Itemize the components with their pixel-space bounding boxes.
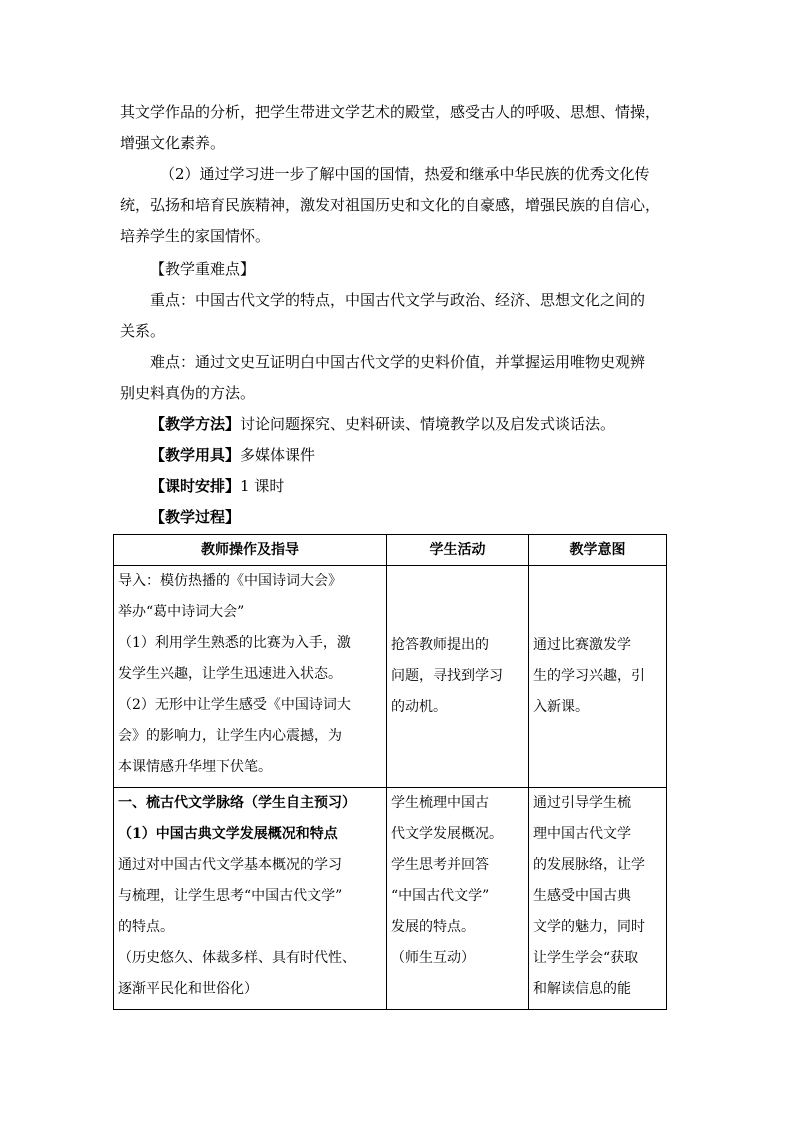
cell-line: 通过比赛激发学	[533, 637, 631, 653]
cell-line: 举办“葛中诗词大会”	[118, 604, 245, 620]
cell-line: 通过引导学生梳	[533, 795, 631, 811]
cell-line: 与梳理，让学生思考“中国古代文学”	[118, 888, 343, 904]
teaching-tools-value: 多媒体课件	[240, 446, 316, 464]
cell-line: 学生梳理中国古	[391, 795, 489, 811]
column-header-teacher: 教师操作及指导	[114, 535, 387, 566]
cell-line: 让学生学会“获取	[533, 950, 639, 966]
class-schedule-label: 【课时安排】	[150, 477, 241, 495]
cell-line: 学生思考并回答	[391, 857, 489, 873]
column-header-intent: 教学意图	[529, 535, 667, 566]
teacher-cell	[114, 566, 387, 788]
teaching-tools	[150, 440, 710, 471]
teacher-cell	[114, 788, 387, 1010]
goal-line: （2）通过学习进一步了解中国的国情，热爱和继承中华民族的优秀文化传	[160, 165, 650, 183]
cell-line: （1）利用学生熟悉的比赛为入手，激	[118, 635, 351, 651]
intro-line: 增强文化素养。	[120, 134, 226, 152]
cell-line: 导入：模仿热播的《中国诗词大会》	[118, 573, 342, 589]
cell-line: 文学的魅力，同时	[533, 919, 645, 935]
student-cell	[387, 566, 529, 788]
cell-line: 入新课。	[533, 699, 589, 715]
cell-line: 的发展脉络，让学	[533, 857, 645, 873]
intent-cell	[529, 788, 667, 1010]
difficult-point-line: 难点：通过文史互证明白中国古代文学的史料价值，并掌握运用唯物史观辨	[150, 353, 646, 371]
table-row	[114, 566, 667, 788]
cell-line: 代文学发展概况。	[391, 826, 503, 842]
teaching-method-value: 讨论问题探究、史料研读、情境教学以及启发式谈话法。	[240, 415, 616, 433]
cell-line: （2）无形中让学生感受《中国诗词大	[118, 697, 351, 713]
cell-line: （历史悠久、体裁多样、具有时代性、	[118, 950, 356, 966]
cell-line: 抢答教师提出的	[391, 637, 489, 653]
key-point-line: 重点：中国古代文学的特点，中国古代文学与政治、经济、思想文化之间的	[150, 291, 646, 309]
teaching-method-label: 【教学方法】	[150, 415, 241, 433]
section-heading: 一、梳古代文学脉络（学生自主预习）	[118, 795, 356, 811]
class-schedule	[150, 471, 710, 502]
intent-cell	[529, 566, 667, 788]
process-heading: 【教学过程】	[150, 508, 241, 526]
cell-line: 的特点。	[118, 919, 174, 935]
cell-line: 生的学习兴趣，引	[533, 668, 645, 684]
table-header-row	[114, 535, 667, 566]
cell-line: 理中国古代文学	[533, 826, 631, 842]
cell-line: 通过对中国古代文学基本概况的学习	[118, 857, 342, 873]
cell-line: “中国古代文学”	[391, 888, 490, 904]
column-header-student: 学生活动	[387, 535, 529, 566]
cell-line: 生感受中国古典	[533, 888, 631, 904]
cell-line: 逐渐平民化和世俗化）	[118, 981, 258, 997]
key-points-heading: 【教学重难点】	[150, 260, 256, 278]
cell-line: 的动机。	[391, 699, 447, 715]
teaching-tools-label: 【教学用具】	[150, 446, 241, 464]
class-schedule-value: 1 课时	[240, 477, 285, 495]
goal-line: 统，弘扬和培育民族精神，激发对祖国历史和文化的自豪感，增强民族的自信心，	[120, 196, 661, 214]
cell-line: 本课情感升华埋下伏笔。	[118, 759, 272, 775]
cell-line: 问题，寻找到学习	[391, 668, 503, 684]
table-row	[114, 788, 667, 1010]
teaching-method	[150, 409, 710, 440]
difficult-point-line: 别史料真伪的方法。	[120, 384, 256, 402]
student-cell	[387, 788, 529, 1010]
cell-line: 和解读信息的能	[533, 981, 631, 997]
subsection-heading: （1）中国古典文学发展概况和特点	[118, 826, 338, 842]
cell-line: 会》的影响力，让学生内心震撼，为	[118, 728, 342, 744]
cell-line: 发学生兴趣，让学生迅速进入状态。	[118, 666, 342, 682]
cell-line: （师生互动）	[391, 950, 475, 966]
teaching-process-table	[113, 534, 667, 1010]
cell-line: 发展的特点。	[391, 919, 475, 935]
key-point-line: 关系。	[120, 322, 166, 340]
intro-line: 其文学作品的分析，把学生带进文学艺术的殿堂，感受古人的呼吸、思想、情操，	[120, 103, 661, 121]
goal-line: 培养学生的家国情怀。	[120, 227, 271, 245]
